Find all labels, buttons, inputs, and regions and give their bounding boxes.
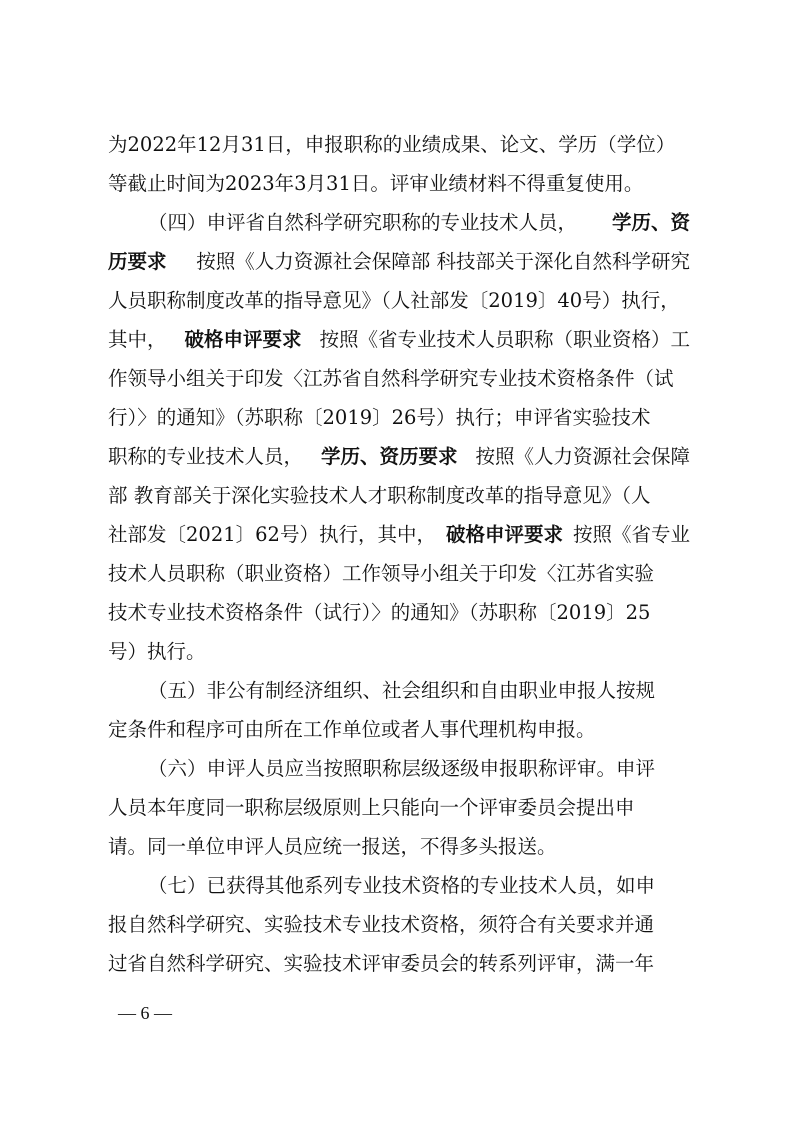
text-run: 号）执行。 (108, 640, 206, 663)
text-run: 请。同一单位申评人员应统一报送，不得多头报送。 (108, 835, 557, 858)
paragraph-6-line-2 (108, 793, 690, 823)
bold-text-run: 学历、资 (611, 211, 690, 234)
paragraph-5-line-2 (108, 715, 690, 745)
paragraph-4-line-9 (108, 520, 690, 550)
paragraph-7-line-1 (148, 871, 690, 901)
text-run: 行）〉的通知》（苏职称〔2019〕26号）执行；申评省实验技术 (108, 406, 651, 429)
text-run: （六）申评人员应当按照职称层级逐级申报职称评审。申评 (148, 757, 656, 780)
paragraph-4-line-5 (108, 364, 690, 394)
bold-text-run: 学历、资历要求 (320, 445, 458, 468)
text-run: 报自然科学研究、实验技术专业技术资格，须符合有关要求并通 (108, 913, 655, 936)
text-run: （四）申评省自然科学研究职称的专业技术人员， (148, 211, 578, 234)
text-run: 按照《省专业技术人员职称（职业资格）工 (319, 328, 690, 351)
paragraph-4-line-1 (148, 208, 690, 238)
paragraph-4-line-10 (108, 559, 690, 589)
text-run: 部 教育部关于深化实验技术人才职称制度改革的指导意见》（人 (108, 484, 651, 507)
paragraph-4-line-11 (108, 598, 690, 628)
paragraph-6-line-1 (148, 754, 690, 784)
text-run: （五）非公有制经济组织、社会组织和自由职业申报人按规 (148, 679, 656, 702)
text-line-1 (108, 130, 690, 160)
paragraph-5-line-1 (148, 676, 690, 706)
paragraph-4-line-12 (108, 637, 690, 667)
text-run: 职称的专业技术人员， (108, 445, 304, 468)
text-run: 其中， (108, 328, 167, 351)
paragraph-7-line-2 (108, 910, 690, 940)
text-line-2 (108, 169, 690, 199)
paragraph-4-line-8 (108, 481, 690, 511)
bold-text-run: 破格申评要求 (184, 328, 302, 351)
paragraph-6-line-3 (108, 832, 690, 862)
text-run: 定条件和程序可由所在工作单位或者人事代理机构申报。 (108, 718, 596, 741)
paragraph-4-line-2 (108, 247, 690, 277)
text-run: 社部发〔2021〕62号）执行，其中， (108, 523, 436, 546)
text-run: 按照《人力资源社会保障 (475, 445, 690, 468)
bold-text-run: 历要求 (108, 250, 167, 273)
paragraph-4-line-3 (108, 286, 690, 316)
text-run: 按照《人力资源社会保障部 科技部关于深化自然科学研究 (196, 250, 690, 273)
paragraph-4-line-4 (108, 325, 690, 355)
page-number: — 6 — (118, 1003, 172, 1023)
text-run: 技术专业技术资格条件（试行）〉的通知》（苏职称〔2019〕25 (108, 601, 651, 624)
text-run: 按照《省专业 (572, 523, 690, 546)
bold-text-run: 破格申评要求 (445, 523, 563, 546)
text-run: 人员职称制度改革的指导意见》（人社部发〔2019〕40号）执行， (108, 289, 680, 312)
paragraph-4-line-6 (108, 403, 690, 433)
text-run: 为2022年12月31日，申报职称的业绩成果、论文、学历（学位） (108, 133, 676, 156)
text-run: 等截止时间为2023年3月31日。评审业绩材料不得重复使用。 (108, 172, 644, 195)
text-run: （七）已获得其他系列专业技术资格的专业技术人员，如申 (148, 874, 656, 897)
text-run: 技术人员职称（职业资格）工作领导小组关于印发〈江苏省实验 (108, 562, 655, 585)
text-run: 人员本年度同一职称层级原则上只能向一个评审委员会提出申 (108, 796, 635, 819)
paragraph-7-line-3 (108, 949, 690, 979)
text-run: 过省自然科学研究、实验技术评审委员会的转系列评审，满一年 (108, 952, 655, 975)
text-run: 作领导小组关于印发〈江苏省自然科学研究专业技术资格条件（试 (108, 367, 674, 390)
paragraph-4-line-7 (108, 442, 690, 472)
